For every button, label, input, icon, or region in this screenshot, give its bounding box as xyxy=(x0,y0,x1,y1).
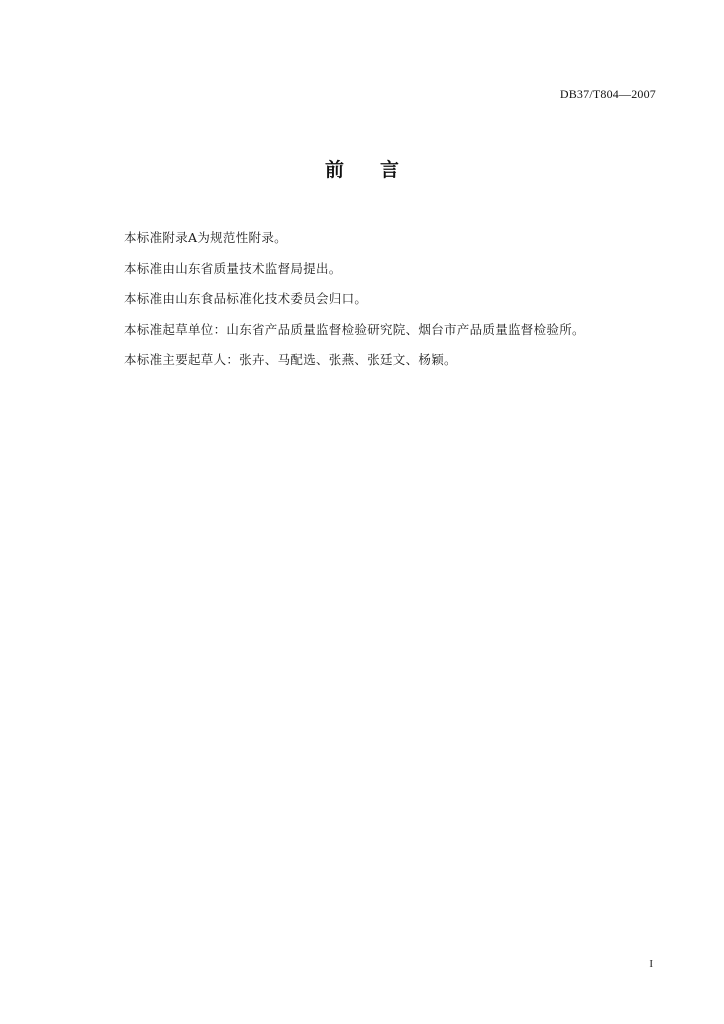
foreword-title: 前言 xyxy=(324,159,435,181)
paragraph-drafters: 本标准主要起草人：张卉、马配选、张燕、张廷文、杨颖。 xyxy=(124,352,457,367)
paragraph-appendix: 本标准附录A为规范性附录。 xyxy=(124,230,287,245)
page-number: I xyxy=(649,958,653,970)
foreword-body xyxy=(124,223,664,376)
paragraph-centralized-by: 本标准由山东食品标准化技术委员会归口。 xyxy=(124,291,368,306)
paragraph-proposed-by: 本标准由山东省质量技术监督局提出。 xyxy=(124,260,342,276)
paragraph-drafting-units: 本标准起草单位：山东省产品质量监督检验研究院、烟台市产品质量监督检验所。 xyxy=(124,321,585,337)
document-code: DB37/T804—2007 xyxy=(559,87,656,101)
